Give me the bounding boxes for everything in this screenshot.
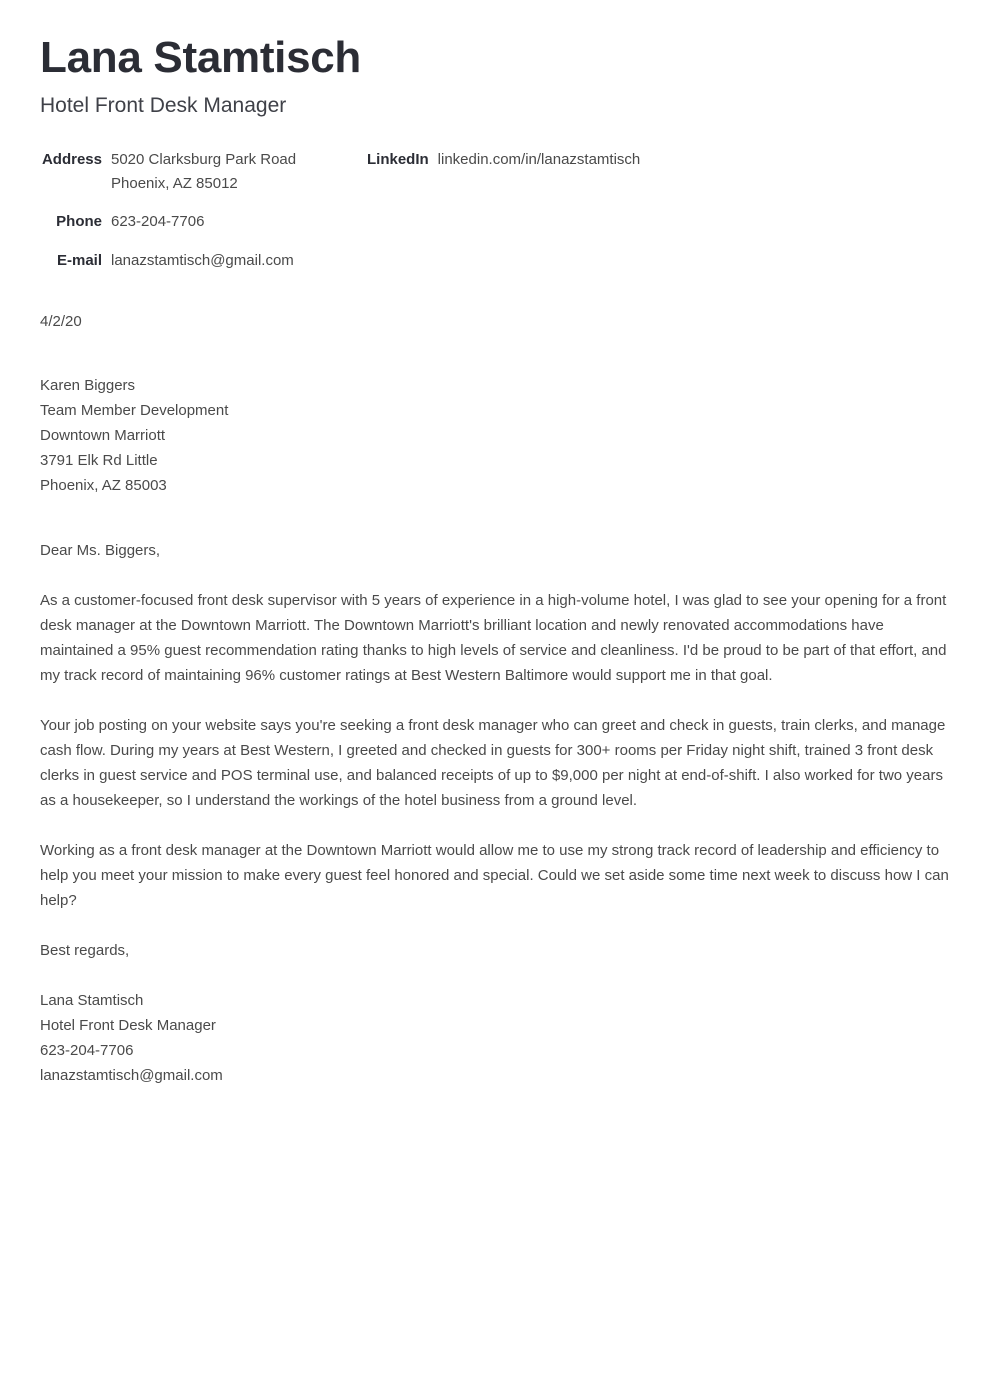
letter-date: 4/2/20 — [40, 312, 82, 330]
contact-row-linkedin — [367, 148, 950, 172]
address-line-2: Phoenix, AZ 85012 — [111, 175, 238, 192]
contact-row-phone — [40, 210, 367, 234]
applicant-job-title: Hotel Front Desk Manager — [40, 93, 287, 117]
signature-job-title: Hotel Front Desk Manager — [40, 1016, 216, 1034]
address-value — [111, 148, 296, 197]
salutation: Dear Ms. Biggers, — [40, 541, 161, 559]
recipient-street: 3791 Elk Rd Little — [40, 451, 158, 469]
linkedin-value[interactable]: linkedin.com/in/lanazstamtisch — [437, 150, 641, 168]
body-paragraph-2: Your job posting on your website says you're seeking a front desk manager who can greet and check in guests, train clerks, and manage cash flow. During my years at Best Western, I greeted and checked in guests for 300+ rooms per Friday night shift, trained 3 front desk clerks in guest service and POS terminal use, and balanced receipts of up to $9,000 per night at end-of-shift. I also worked for two years as a housekeeper, so I understand the workings of the hotel business from a ground level. — [40, 716, 946, 809]
address-line-1: 5020 Clarksburg Park Road — [111, 150, 297, 168]
email-value[interactable]: lanazstamtisch@gmail.com — [111, 251, 294, 269]
contact-row-email — [40, 249, 367, 273]
body-paragraph-3: Working as a front desk manager at the Downtown Marriott would allow me to use my strong track record of leadership and efficiency to help you meet your mission to make every guest feel honored and special. Could we set aside some time next week to discuss how I can help? — [40, 841, 949, 909]
page-title: Lana Stamtisch — [40, 33, 362, 82]
closing-line: Best regards, — [40, 941, 130, 959]
recipient-block — [40, 373, 950, 498]
email-label: E-mail — [56, 251, 102, 269]
signature-block — [40, 988, 950, 1088]
recipient-name: Karen Biggers — [40, 376, 136, 394]
signature-name: Lana Stamtisch — [40, 991, 144, 1009]
contact-column-right — [367, 148, 950, 172]
signature-phone: 623-204-7706 — [40, 1041, 134, 1059]
recipient-city-state-zip: Phoenix, AZ 85003 — [40, 476, 167, 494]
letter-header — [40, 0, 950, 118]
phone-value: 623-204-7706 — [111, 213, 205, 231]
contact-column-left — [40, 148, 367, 273]
contact-row-address — [40, 148, 367, 197]
recipient-department: Team Member Development — [40, 401, 229, 419]
body-paragraph-1: As a customer-focused front desk supervisor with 5 years of experience in a high-volume hotel, I was glad to see your opening for a front desk manager at the Downtown Marriott. The Downtown Marriott's brilliant location and newly renovated accommodations have maintained a 95% guest recommendation rating thanks to high levels of service and cleanliness. I'd be proud to be part of that effort, and my track record of maintaining 96% customer ratings at Best Western Baltimore would support me in that goal. — [40, 591, 947, 684]
address-label: Address — [41, 150, 102, 168]
signature-email[interactable]: lanazstamtisch@gmail.com — [40, 1066, 223, 1084]
linkedin-label: LinkedIn — [367, 150, 429, 168]
phone-label: Phone — [56, 213, 102, 231]
contact-details — [40, 148, 950, 273]
recipient-company: Downtown Marriott — [40, 426, 166, 444]
